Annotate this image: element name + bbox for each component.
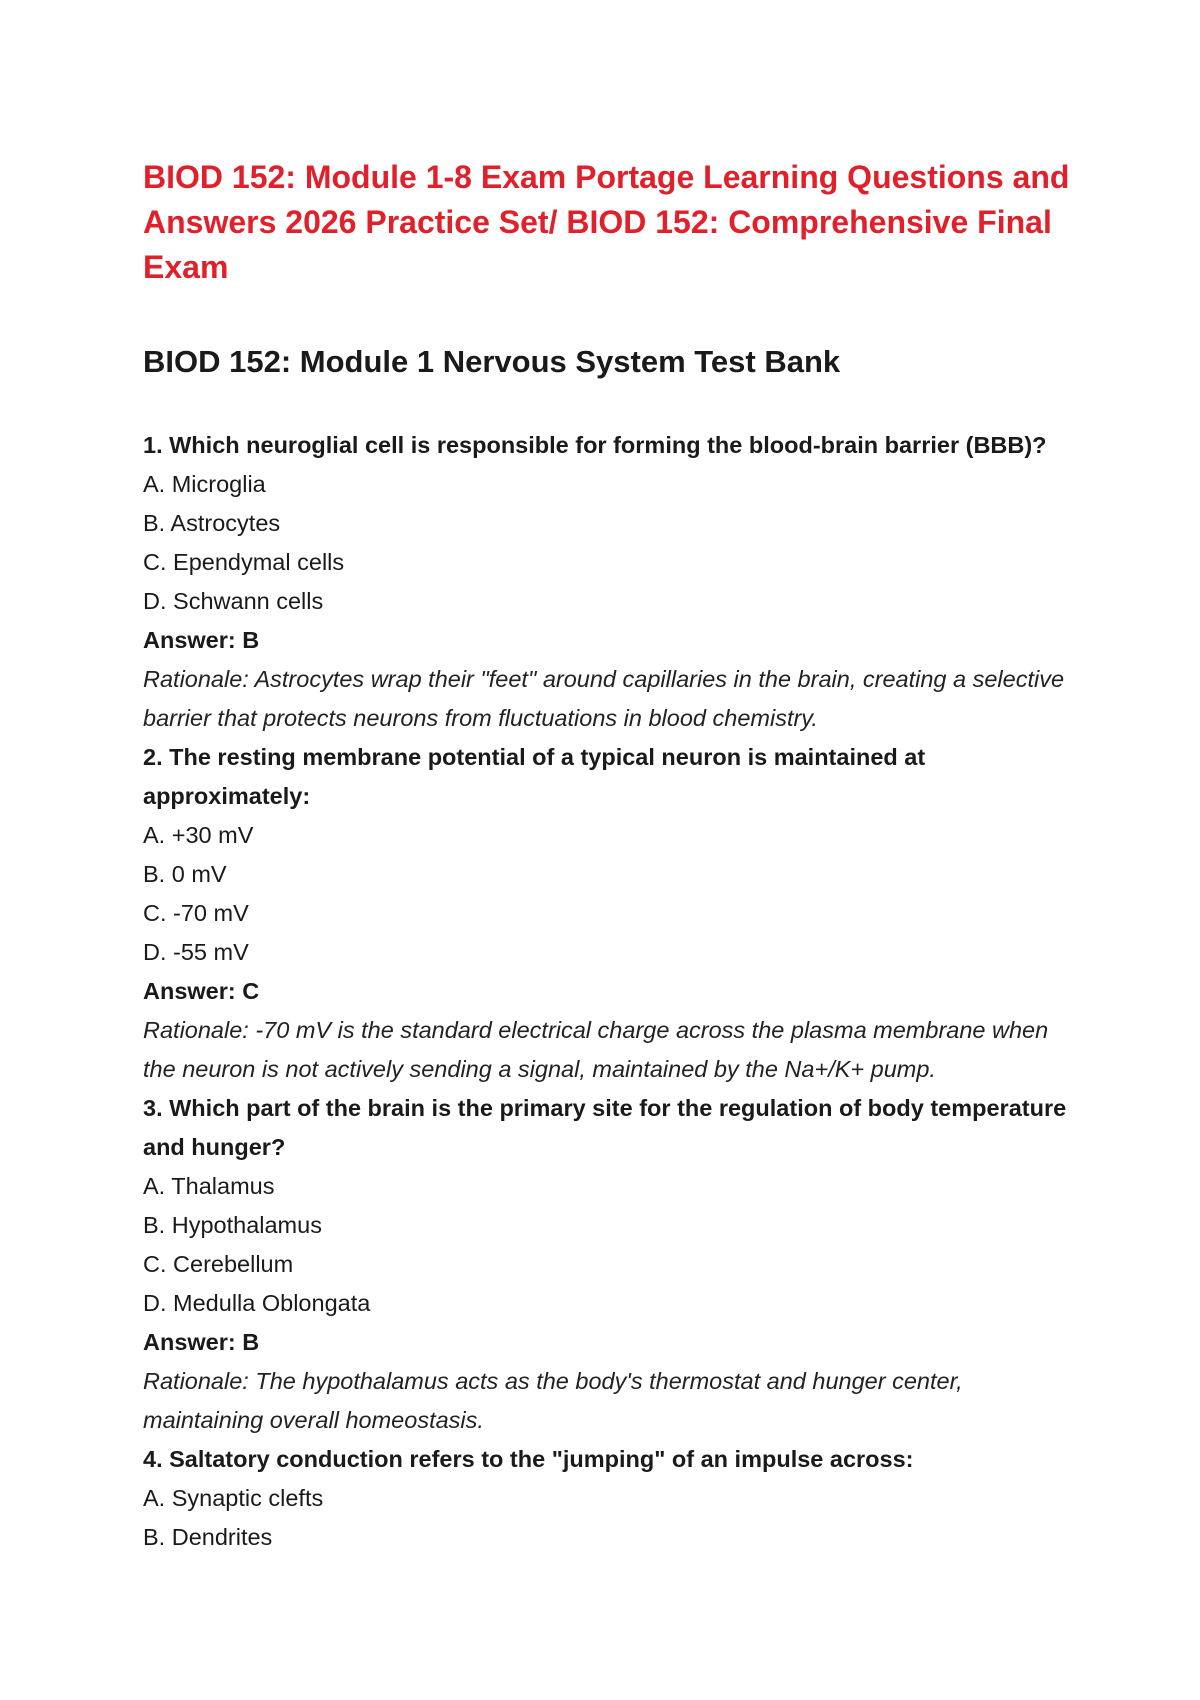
answer-option: A. Microglia	[143, 471, 266, 497]
question-list	[143, 426, 1073, 1557]
question-text: 1. Which neuroglial cell is responsible for forming the blood-brain barrier (BBB)?	[143, 432, 1047, 458]
section-title: BIOD 152: Module 1 Nervous System Test Bank	[143, 344, 841, 379]
answer-option: D. Medulla Oblongata	[143, 1290, 371, 1316]
rationale-text: Rationale: The hypothalamus acts as the body's thermostat and hunger center, maintaining overall homeostasis.	[143, 1368, 963, 1433]
answer-option: A. +30 mV	[143, 822, 254, 848]
question-block	[143, 738, 1073, 1089]
question-block	[143, 426, 1073, 738]
answer-option: B. Hypothalamus	[143, 1212, 322, 1238]
document-page	[143, 155, 1073, 1557]
rationale-text: Rationale: Astrocytes wrap their "feet" around capillaries in the brain, creating a selective barrier that protects neurons from fluctuations in blood chemistry.	[143, 666, 1065, 731]
document-title: BIOD 152: Module 1-8 Exam Portage Learning Questions and Answers 2026 Practice Set/ BIOD 152: Comprehensive Final Exam	[143, 159, 1070, 285]
correct-answer: Answer: B	[143, 627, 260, 653]
question-block	[143, 1440, 1073, 1557]
question-text: 3. Which part of the brain is the primary site for the regulation of body temperature and hunger?	[143, 1095, 1067, 1160]
question-block	[143, 1089, 1073, 1440]
answer-option: D. Schwann cells	[143, 588, 324, 614]
answer-option: A. Synaptic clefts	[143, 1485, 324, 1511]
answer-option: C. Ependymal cells	[143, 549, 345, 575]
answer-option: C. -70 mV	[143, 900, 249, 926]
answer-option: D. -55 mV	[143, 939, 249, 965]
correct-answer: Answer: C	[143, 978, 260, 1004]
correct-answer: Answer: B	[143, 1329, 260, 1355]
answer-option: B. 0 mV	[143, 861, 227, 887]
answer-option: B. Astrocytes	[143, 510, 281, 536]
answer-option: A. Thalamus	[143, 1173, 275, 1199]
rationale-text: Rationale: -70 mV is the standard electrical charge across the plasma membrane when the neuron is not actively sending a signal, maintained by the Na+/K+ pump.	[143, 1017, 1049, 1082]
answer-option: B. Dendrites	[143, 1524, 273, 1550]
answer-option: C. Cerebellum	[143, 1251, 294, 1277]
question-text: 4. Saltatory conduction refers to the "jumping" of an impulse across:	[143, 1446, 914, 1472]
question-text: 2. The resting membrane potential of a typical neuron is maintained at approximately:	[143, 744, 926, 809]
